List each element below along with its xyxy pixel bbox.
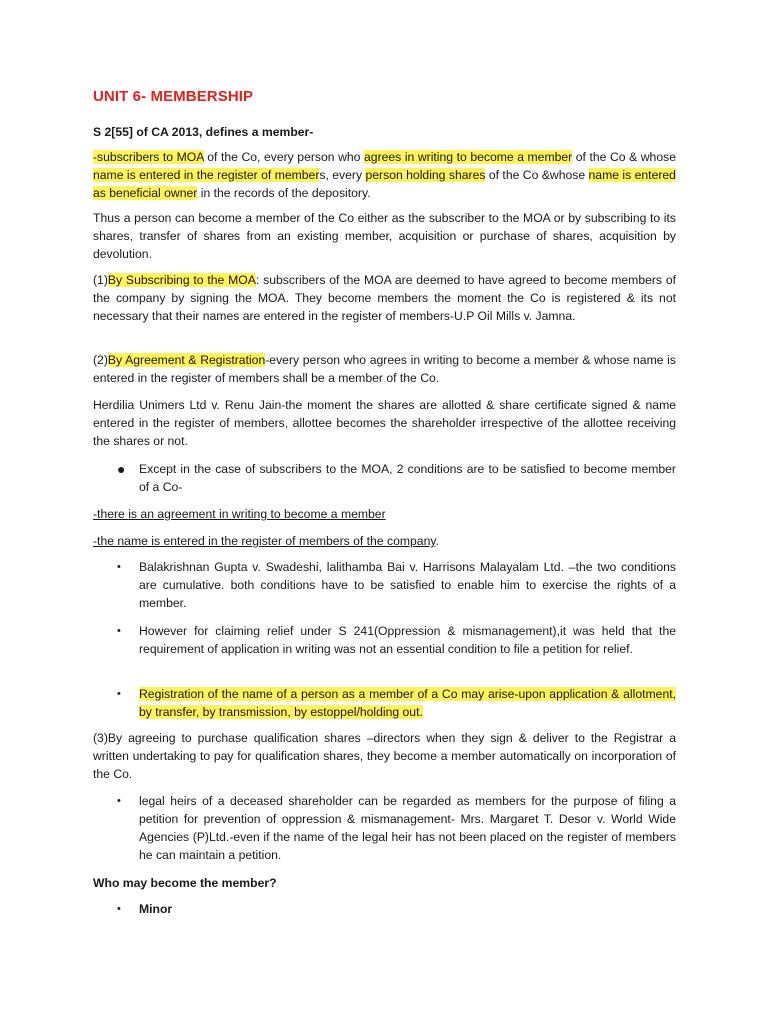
bullet-icon: • [117,561,121,573]
list-item-text: Except in the case of subscribers to the MOA, 2 conditions are to be satisfied to become member of a Co- [139,462,676,494]
underlined-text: -there is an agreement in writing to become a member [93,507,386,521]
list-item [117,900,676,918]
highlight-subscribing-moa: By Subscribing to the MOA [107,273,256,287]
subscribing-paragraph [93,271,676,325]
list-item [117,622,676,658]
bullet-icon: • [117,688,121,700]
list-item-text: However for claiming relief under S 241(Oppression & mismanagement),it was held that the requirement of application in writing was not an essential condition to file a petition for relief. [139,624,676,656]
definition-paragraph [93,148,676,202]
highlight-holding-shares: person holding shares [365,168,486,182]
bullet-icon: • [117,625,121,637]
text-span: of the Co &whose [485,168,589,182]
list-item-text: Balakrishnan Gupta v. Swadeshi, lalithamba Bai v. Harrisons Malayalam Ltd. –the two conditions are cumulative. both conditions have to be satisfied to enable him to exercise the rights of a member. [139,560,676,610]
bullet-icon: • [117,903,121,915]
highlight-beneficial-owner: name is entered as beneficial owner [93,168,676,200]
list-item [117,685,676,721]
condition-two [93,532,676,550]
highlight-registration-ways: Registration of the name of a person as a member of a Co may arise-upon application & allotment, by transfer, by transmission, by estoppel/holding out. [139,687,676,719]
underlined-text: -the name is entered in the register of members of the company [93,534,436,548]
list-item-text: legal heirs of a deceased shareholder can be regarded as members for the purpose of filing a petition for prevention of oppression & mismanagement- Mrs. Margaret T. Desor v. World Wide Agencies (P)Ltd.-even if the name of the legal heir has not been placed on the register of members he can maintain a petition. [139,794,676,862]
definition-heading: S 2[55] of CA 2013, defines a member- [93,125,314,139]
para-number: (2) [93,353,108,367]
list-item [117,460,676,496]
qualification-shares-paragraph: (3)By agreeing to purchase qualification shares –directors when they sign & deliver to the Registrar a written undertaking to pay for qualification shares, they become a member automatically on incorporation of the Co. [93,731,676,781]
text-span: . [435,534,439,548]
page-title: UNIT 6- MEMBERSHIP [93,88,254,105]
list-item [117,558,676,612]
highlight-name-entered: name is entered in the register of member [93,168,320,182]
text-span: of the Co & whose [572,150,676,164]
para-number: (1) [93,273,108,287]
text-span: of the Co, every person who [203,150,365,164]
thus-paragraph: Thus a person can become a member of the Co either as the subscriber to the MOA or by subscribing to its shares, transfer of shares from an existing member, acquisition or purchase of shares, acquisition by devolution. [93,211,676,261]
agreement-paragraph [93,351,676,387]
list-item-text: Minor [139,902,173,916]
text-span: s, every [319,168,366,182]
who-heading: Who may become the member? [93,876,277,890]
list-item-text [139,685,676,721]
herdilia-paragraph: Herdilia Unimers Ltd v. Renu Jain-the moment the shares are allotted & share certificate signed & name entered in the register of members, allottee becomes the shareholder irrespective of the allottee receiving the shares or not. [93,398,676,448]
condition-one [93,505,676,523]
highlight-agrees: agrees in writing to become a member [364,150,573,164]
highlight-agreement-registration: By Agreement & Registration [107,353,266,367]
text-span: -every person who agrees in writing to become a member & whose name is entered in the register of members shall be a member of the Co. [93,353,676,385]
text-span: in the records of the depository. [197,186,371,200]
highlight-subscribers: -subscribers to MOA [93,150,204,164]
text-span: : subscribers of the MOA are deemed to have agreed to become members of the company by signing the MOA. They become members the moment the Co is registered & its not necessary that their names are entered in the register of members-U.P Oil Mills v. Jamna. [93,273,676,323]
bullet-icon: • [117,795,121,807]
list-item [117,792,676,864]
bullet-icon: ● [117,461,126,477]
